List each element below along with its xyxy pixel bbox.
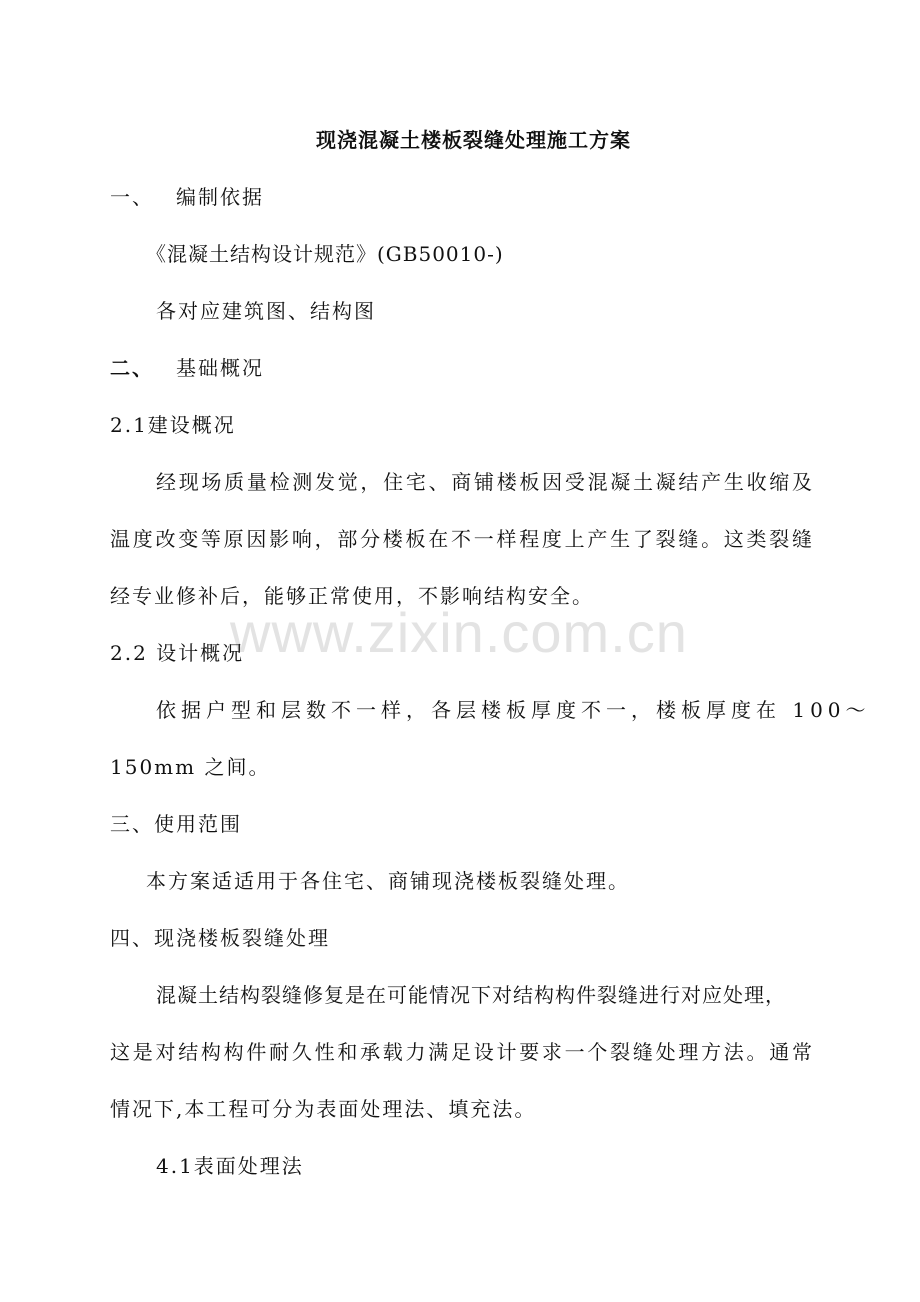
section2-heading-number: 二、 bbox=[110, 356, 154, 380]
watermark: www.zixin.com.cn bbox=[230, 601, 688, 664]
paragraph-line: 经现场质量检测发觉，住宅、商铺楼板因受混凝土凝结产生收缩及 bbox=[156, 470, 812, 494]
reference-item: 各对应建筑图、结构图 bbox=[156, 299, 376, 323]
paragraph-line: 经专业修补后，能够正常使用，不影响结构安全。 bbox=[110, 584, 594, 608]
paragraph-line: 依据户型和层数不一样，各层楼板厚度不一，楼板厚度在 100～ bbox=[156, 698, 871, 722]
paragraph-line: 温度改变等原因影响，部分楼板在不一样程度上产生了裂缝。这类裂缝 bbox=[110, 527, 812, 551]
paragraph-line: 150mm 之间。 bbox=[110, 755, 271, 779]
document-title: 现浇混凝土楼板裂缝处理施工方案 bbox=[316, 128, 631, 152]
section2-heading-text: 基础概况 bbox=[176, 356, 264, 380]
reference-item: 《混凝土结构设计规范》(GB50010-) bbox=[146, 242, 504, 266]
paragraph-line: 情况下,本工程可分为表面处理法、填充法。 bbox=[110, 1097, 537, 1121]
section4-heading: 四、现浇楼板裂缝处理 bbox=[110, 926, 330, 950]
section1-heading-text: 编制依据 bbox=[176, 185, 264, 209]
section1-heading-number: 一、 bbox=[110, 185, 154, 209]
subsection-2-1-heading: 2.1建设概况 bbox=[110, 413, 236, 437]
paragraph-line: 这是对结构构件耐久性和承载力满足设计要求一个裂缝处理方法。通常 bbox=[110, 1040, 812, 1064]
subsection-4-1-heading: 4.1表面处理法 bbox=[156, 1154, 304, 1178]
paragraph-line: 混凝土结构裂缝修复是在可能情况下对结构构件裂缝进行对应处理， bbox=[156, 983, 786, 1007]
subsection-2-2-heading: 2.2 设计概况 bbox=[110, 641, 245, 665]
section3-text: 本方案适适用于各住宅、商铺现浇楼板裂缝处理。 bbox=[146, 869, 630, 893]
section3-heading: 三、使用范围 bbox=[110, 812, 242, 836]
